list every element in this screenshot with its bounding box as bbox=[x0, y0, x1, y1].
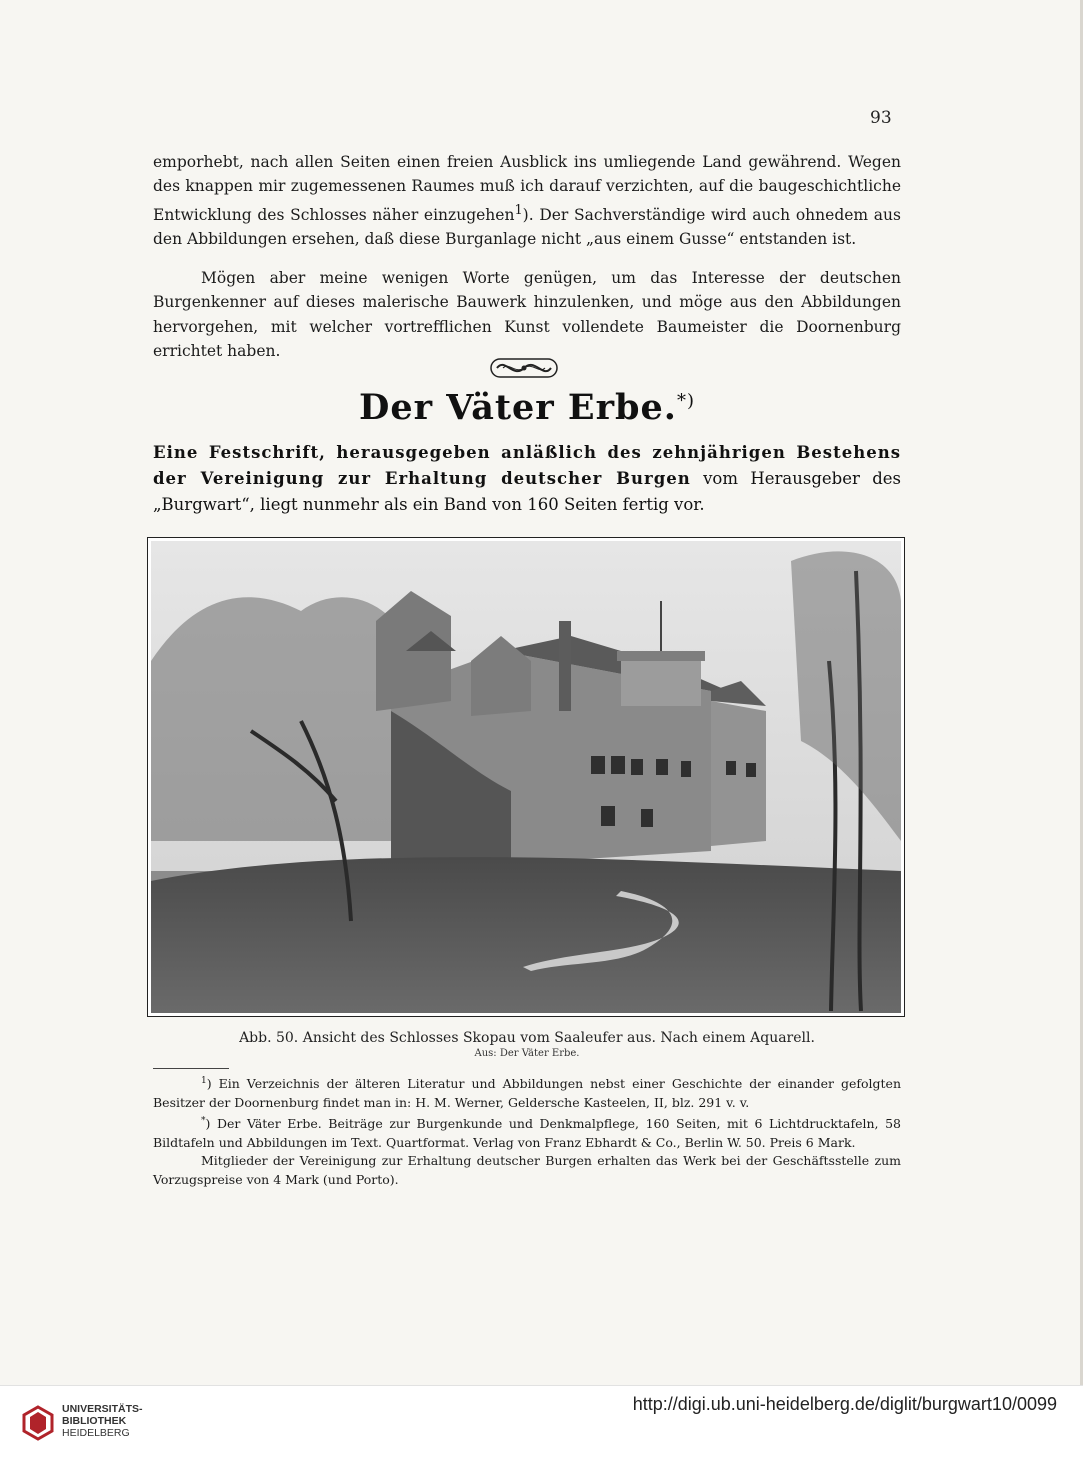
paragraph-1-text: emporhebt, nach allen Seiten einen freien Ausblick ins umliegende Land gewährend. Wegen des knappen mir zugemessenen Raumes muß ich darauf verzichten, auf die baugeschichtliche Entwicklung des Schlosses näher einzugehen bbox=[153, 153, 901, 224]
intro-bold: Eine Festschrift, herausgegeben anläßlich des zehnjährigen Bestehens der Vereinigung zur Erhaltung deutscher Burgen bbox=[153, 443, 901, 488]
footnote-2 bbox=[153, 1112, 901, 1152]
footnote-ref-1[interactable]: 1 bbox=[514, 202, 523, 218]
castle-image bbox=[151, 541, 901, 1013]
permalink-url[interactable]: http://digi.ub.uni-heidelberg.de/diglit/burgwart10/0099 bbox=[632, 1394, 1057, 1414]
footnote-rule bbox=[153, 1068, 229, 1069]
figure-caption: Abb. 50. Ansicht des Schlosses Skopau vom Saaleufer aus. Nach einem Aquarell. bbox=[239, 1030, 815, 1046]
ornament-icon bbox=[489, 355, 559, 381]
footnote-2-mark: * bbox=[201, 1116, 206, 1127]
heading-footnote-ref[interactable]: *) bbox=[676, 390, 695, 412]
figure-source: Aus: Der Väter Erbe. bbox=[474, 1048, 580, 1059]
footnote-1-mark: 1 bbox=[201, 1076, 207, 1086]
footnote-1 bbox=[153, 1072, 901, 1112]
castle-illustration bbox=[147, 537, 905, 1017]
page-number: 93 bbox=[870, 108, 892, 128]
section-title: Der Väter Erbe. bbox=[359, 387, 677, 428]
library-logo-icon[interactable] bbox=[18, 1403, 58, 1443]
logo-line-2: BIBLIOTHEK bbox=[62, 1415, 127, 1427]
footnote-1-text: ) Ein Verzeichnis der älteren Literatur und Abbildungen nebst einer Geschichte der einander gefolgten Besitzer der Doornenburg findet man in: H. M. Werner, Geldersche Kasteelen, II, blz. 291 v. v. bbox=[153, 1076, 901, 1110]
paragraph-2 bbox=[153, 266, 901, 363]
section-heading bbox=[153, 387, 901, 428]
intro-rest: vom Herausgeber des „Burgwart“, liegt nunmehr als ein Band von 160 Seiten fertig vor. bbox=[153, 469, 901, 514]
logo-line-3: HEIDELBERG bbox=[62, 1427, 130, 1439]
intro-paragraph bbox=[153, 440, 901, 518]
paragraph-1-cont: ). Der Sachverständige wird auch ohnedem aus den Abbildungen ersehen, daß diese Burganlage nicht „aus einem Gusse“ entstanden ist. bbox=[153, 205, 901, 249]
paragraph-1 bbox=[153, 150, 901, 251]
paragraph-2-text: Mögen aber meine wenigen Worte genügen, um das Interesse der deutschen Burgenkenner auf dieses malerische Bauwerk hinzulenken, und möge aus den Abbildungen hervorgehen, mit welcher vortrefflichen Kunst vollendete Baumeister die Doornenburg errichtet haben. bbox=[153, 269, 901, 360]
library-logo-text bbox=[62, 1403, 143, 1439]
footnotes bbox=[153, 1072, 901, 1189]
logo-line-1: UNIVERSITÄTS- bbox=[62, 1403, 143, 1415]
footnote-3: Mitglieder der Vereinigung zur Erhaltung deutscher Burgen erhalten das Werk bei der Geschäftsstelle zum Vorzugspreise von 4 Mark (und Porto). bbox=[153, 1153, 901, 1187]
footnote-2-text: ) Der Väter Erbe. Beiträge zur Burgenkunde und Denkmalpflege, 160 Seiten, mit 6 Lichtdrucktafeln, 58 Bildtafeln und Abbildungen im Text. Quartformat. Verlag von Franz Ebhardt & Co., Berlin W. 50. Preis 6 Mark. bbox=[153, 1116, 901, 1150]
